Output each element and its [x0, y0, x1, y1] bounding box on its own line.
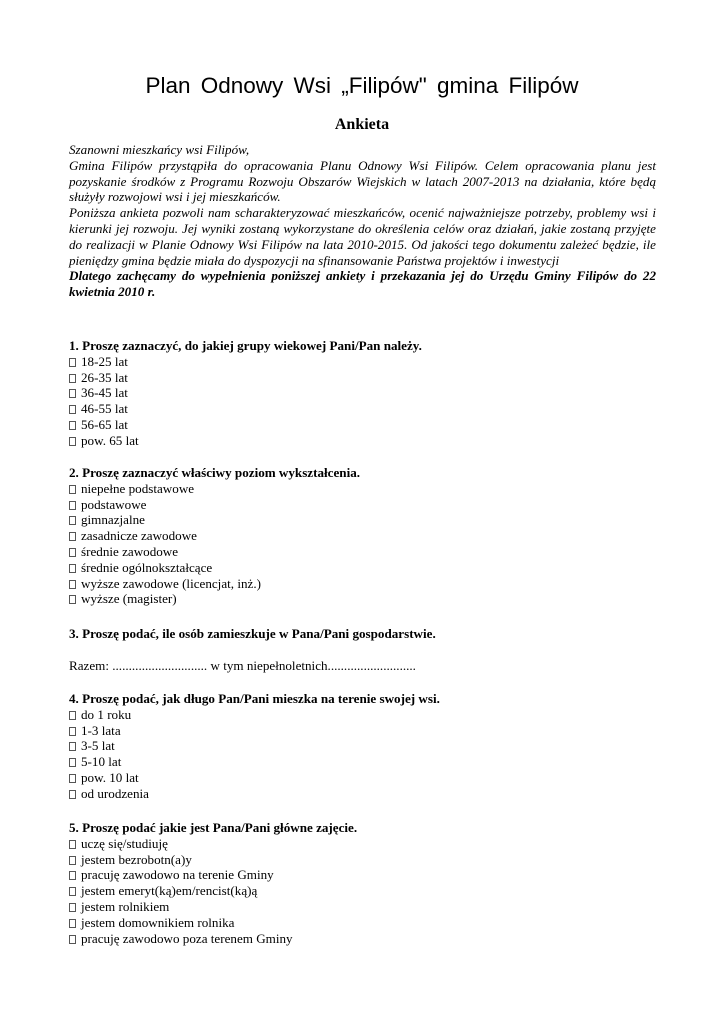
option-item[interactable]: gimnazjalne	[69, 512, 656, 528]
checkbox-icon[interactable]	[69, 903, 76, 912]
checkbox-icon[interactable]	[69, 887, 76, 896]
survey-page	[69, 0, 656, 1024]
option-item[interactable]: 18-25 lat	[69, 354, 656, 370]
option-item[interactable]: pow. 65 lat	[69, 433, 656, 449]
question-title: 1. Proszę zaznaczyć, do jakiej grupy wiekowej Pani/Pan należy.	[69, 338, 422, 353]
page-subtitle: Ankieta	[334, 116, 390, 133]
checkbox-icon[interactable]	[69, 564, 76, 573]
question-title: 3. Proszę podać, ile osób zamieszkuje w Pana/Pani gospodarstwie.	[69, 626, 436, 641]
question-1	[69, 338, 656, 449]
question-title: 5. Proszę podać jakie jest Pana/Pani główne zajęcie.	[69, 820, 358, 835]
question-3-answer	[69, 658, 656, 674]
option-item[interactable]: pow. 10 lat	[69, 770, 656, 786]
option-item[interactable]: podstawowe	[69, 497, 656, 513]
option-item[interactable]: średnie ogólnokształcące	[69, 560, 656, 576]
intro-greeting: Szanowni mieszkańcy wsi Filipów,	[69, 142, 250, 157]
option-item[interactable]: 3-5 lat	[69, 738, 656, 754]
question-4	[69, 691, 656, 802]
checkbox-icon[interactable]	[69, 742, 76, 751]
checkbox-icon[interactable]	[69, 421, 76, 430]
option-item[interactable]: wyższe (magister)	[69, 591, 656, 607]
checkbox-icon[interactable]	[69, 935, 76, 944]
option-item[interactable]: jestem domownikiem rolnika	[69, 915, 656, 931]
option-item[interactable]: 56-65 lat	[69, 417, 656, 433]
question-5	[69, 820, 656, 946]
intro-section	[69, 142, 656, 300]
question-2	[69, 465, 656, 607]
option-item[interactable]: niepełne podstawowe	[69, 481, 656, 497]
option-item[interactable]: 46-55 lat	[69, 401, 656, 417]
checkbox-icon[interactable]	[69, 871, 76, 880]
option-item[interactable]: wyższe zawodowe (licencjat, inż.)	[69, 576, 656, 592]
option-item[interactable]: do 1 roku	[69, 707, 656, 723]
checkbox-icon[interactable]	[69, 758, 76, 767]
option-item[interactable]: jestem rolnikiem	[69, 899, 656, 915]
option-item[interactable]: pracuję zawodowo na terenie Gminy	[69, 867, 656, 883]
checkbox-icon[interactable]	[69, 840, 76, 849]
option-item[interactable]: 36-45 lat	[69, 385, 656, 401]
intro-paragraph-2: Poniższa ankieta pozwoli nam scharakteryzować mieszkańców, ocenić najważniejsze potrzeby, problemy wsi i kierunki jej rozwoju. Jej wyniki zostaną wykorzystane do określenia celów oraz działań, jakie zostaną przyjęte do realizacji w Planie Odnowy Wsi Filipów na lata 2010-2015. Od jakości tego dokumentu zależeć będzie, ile pieniędzy gmina będzie miała do dyspozycji na sfinansowanie Państwa projektów i inwestycji	[69, 205, 656, 268]
question-3	[69, 626, 656, 642]
option-item[interactable]: 5-10 lat	[69, 754, 656, 770]
checkbox-icon[interactable]	[69, 532, 76, 541]
checkbox-icon[interactable]	[69, 595, 76, 604]
checkbox-icon[interactable]	[69, 516, 76, 525]
option-item[interactable]: średnie zawodowe	[69, 544, 656, 560]
checkbox-icon[interactable]	[69, 856, 76, 865]
checkbox-icon[interactable]	[69, 790, 76, 799]
option-item[interactable]: jestem bezrobotn(a)y	[69, 852, 656, 868]
option-item[interactable]: zasadnicze zawodowe	[69, 528, 656, 544]
option-item[interactable]: 26-35 lat	[69, 370, 656, 386]
option-item[interactable]: uczę się/studiuję	[69, 836, 656, 852]
checkbox-icon[interactable]	[69, 437, 76, 446]
checkbox-icon[interactable]	[69, 405, 76, 414]
page-title: Plan Odnowy Wsi „Filipów" gmina Filipów	[145, 73, 579, 98]
question-title: 2. Proszę zaznaczyć właściwy poziom wykształcenia.	[69, 465, 361, 480]
checkbox-icon[interactable]	[69, 374, 76, 383]
checkbox-icon[interactable]	[69, 774, 76, 783]
checkbox-icon[interactable]	[69, 727, 76, 736]
checkbox-icon[interactable]	[69, 501, 76, 510]
option-item[interactable]: jestem emeryt(ką)em/rencist(ką)ą	[69, 883, 656, 899]
checkbox-icon[interactable]	[69, 389, 76, 398]
question-title: 4. Proszę podać, jak długo Pan/Pani mieszka na terenie swojej wsi.	[69, 691, 440, 706]
checkbox-icon[interactable]	[69, 358, 76, 367]
checkbox-icon[interactable]	[69, 485, 76, 494]
checkbox-icon[interactable]	[69, 711, 76, 720]
checkbox-icon[interactable]	[69, 919, 76, 928]
answer-line[interactable]: Razem: ............................. w tym niepełnoletnich...........................	[69, 658, 416, 673]
option-item[interactable]: 1-3 lata	[69, 723, 656, 739]
option-item[interactable]: pracuję zawodowo poza terenem Gminy	[69, 931, 656, 947]
checkbox-icon[interactable]	[69, 548, 76, 557]
intro-paragraph-1: Gmina Filipów przystąpiła do opracowania Planu Odnowy Wsi Filipów. Celem opracowania planu jest pozyskanie środków z Programu Rozwoju Obszarów Wiejskich w latach 2007-2013 na działania, które będą służyły rozwojowi wsi i jej mieszkańców.	[69, 157, 656, 205]
checkbox-icon[interactable]	[69, 580, 76, 589]
intro-call-to-action: Dlatego zachęcamy do wypełnienia poniższej ankiety i przekazania jej do Urzędu Gminy Filipów do 22 kwietnia 2010 r.	[69, 268, 656, 300]
option-item[interactable]: od urodzenia	[69, 786, 656, 802]
